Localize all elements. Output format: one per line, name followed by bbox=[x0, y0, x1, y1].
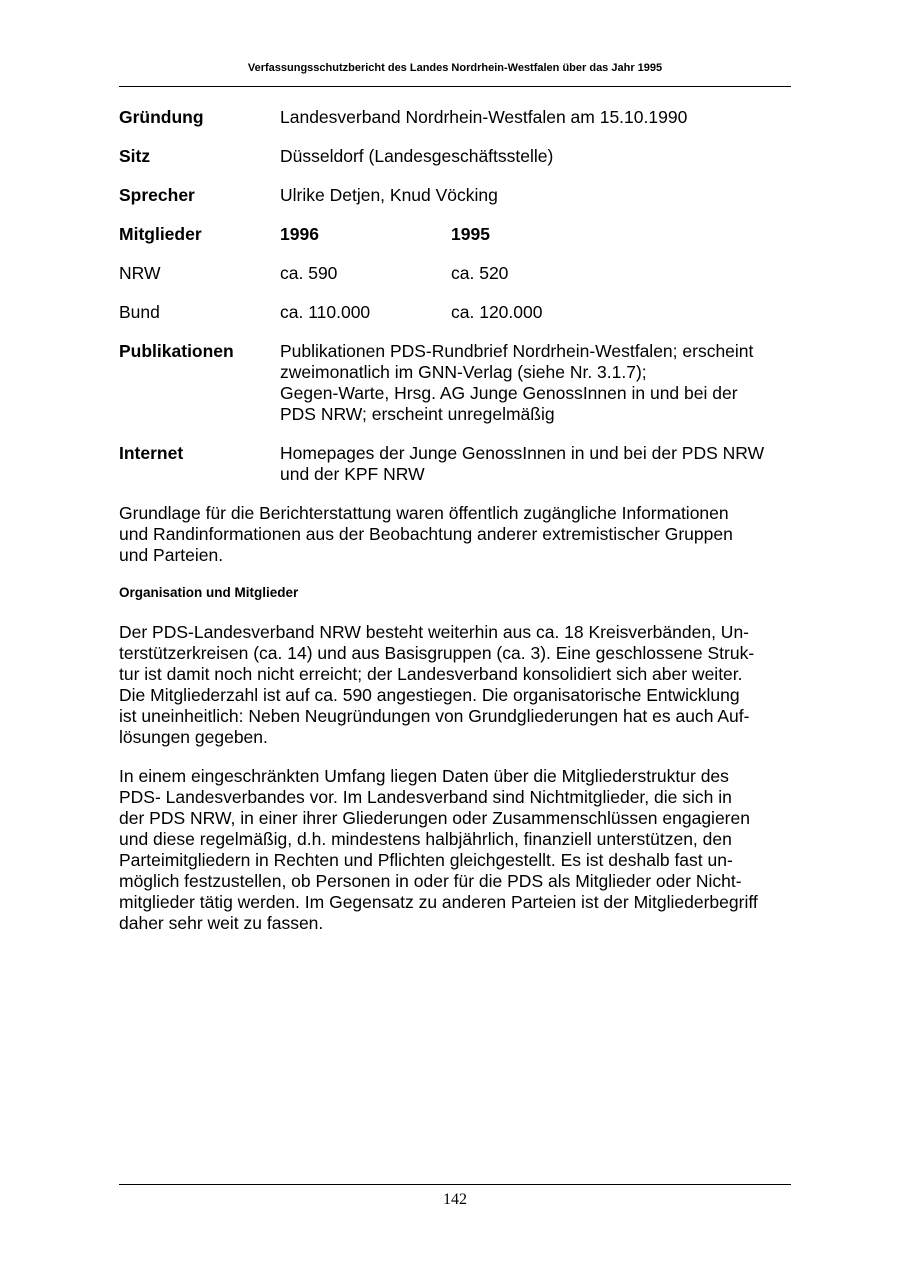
page-number: 142 bbox=[443, 1191, 467, 1208]
fact-row-publikationen bbox=[119, 341, 791, 425]
text-line: Der PDS-Landesverband NRW besteht weiterhin aus ca. 18 Kreisverbänden, Un- bbox=[119, 622, 749, 642]
fact-label: Sitz bbox=[119, 146, 151, 166]
text-line: mitglieder tätig werden. Im Gegensatz zu anderen Parteien ist der Mitgliederbegriff bbox=[119, 892, 758, 912]
text-line: und der KPF NRW bbox=[280, 464, 425, 484]
intro-paragraph bbox=[119, 503, 791, 566]
member-count-1995: ca. 520 bbox=[451, 263, 509, 283]
text-line: PDS- Landesverbandes vor. Im Landesverband sind Nichtmitglieder, die sich in bbox=[119, 787, 732, 807]
fact-row-mitglieder bbox=[119, 224, 791, 245]
footer-rule bbox=[119, 1184, 791, 1185]
text-line: In einem eingeschränkten Umfang liegen Daten über die Mitgliederstruktur des bbox=[119, 766, 729, 786]
text-line: tur ist damit noch nicht erreicht; der Landesverband konsolidiert sich aber weiter. bbox=[119, 664, 743, 684]
fact-label: Internet bbox=[119, 443, 184, 463]
text-line: Publikationen PDS-Rundbrief Nordrhein-Westfalen; erscheint bbox=[280, 341, 754, 361]
text-line: und Randinformationen aus der Beobachtung anderer extremistischer Gruppen bbox=[119, 524, 733, 544]
body-paragraph-1 bbox=[119, 622, 791, 748]
text-line: PDS NRW; erscheint unregelmäßig bbox=[280, 404, 555, 424]
fact-value bbox=[280, 443, 791, 485]
text-line: möglich festzustellen, ob Personen in oder für die PDS als Mitglieder oder Nicht- bbox=[119, 871, 742, 891]
text-line: zweimonatlich im GNN-Verlag (siehe Nr. 3.1.7); bbox=[280, 362, 647, 382]
fact-label: Mitglieder bbox=[119, 224, 202, 244]
text-line: Homepages der Junge GenossInnen in und bei der PDS NRW bbox=[280, 443, 765, 463]
fact-label: Sprecher bbox=[119, 185, 195, 205]
fact-row-sitz bbox=[119, 146, 791, 167]
fact-row-gruendung bbox=[119, 107, 791, 128]
fact-row-sprecher bbox=[119, 185, 791, 206]
running-header: Verfassungsschutzbericht des Landes Nordrhein-Westfalen über das Jahr 1995 bbox=[247, 62, 663, 74]
year-header-1996: 1996 bbox=[280, 224, 319, 244]
fact-row-internet bbox=[119, 443, 791, 485]
section-heading: Organisation und Mitglieder bbox=[119, 585, 299, 600]
member-count-1996: ca. 590 bbox=[280, 263, 338, 283]
fact-value: Ulrike Detjen, Knud Vöcking bbox=[280, 185, 498, 205]
fact-value bbox=[280, 341, 791, 425]
year-header-1995: 1995 bbox=[451, 224, 490, 244]
fact-label: Gründung bbox=[119, 107, 204, 127]
text-line: daher sehr weit zu fassen. bbox=[119, 913, 324, 933]
text-line: und diese regelmäßig, d.h. mindestens halbjährlich, finanziell unterstützen, den bbox=[119, 829, 732, 849]
page-content bbox=[119, 107, 791, 952]
text-line: Gegen-Warte, Hrsg. AG Junge GenossInnen in und bei der bbox=[280, 383, 738, 403]
fact-label: Publikationen bbox=[119, 341, 234, 361]
body-paragraph-2 bbox=[119, 766, 791, 934]
text-line: lösungen gegeben. bbox=[119, 727, 268, 747]
text-line: terstützerkreisen (ca. 14) und aus Basisgruppen (ca. 3). Eine geschlossene Struk- bbox=[119, 643, 755, 663]
fact-row-nrw bbox=[119, 263, 791, 284]
text-line: ist uneinheitlich: Neben Neugründungen von Grundgliederungen hat es auch Auf- bbox=[119, 706, 750, 726]
text-line: Die Mitgliederzahl ist auf ca. 590 angestiegen. Die organisatorische Entwicklung bbox=[119, 685, 740, 705]
fact-value: Landesverband Nordrhein-Westfalen am 15.10.1990 bbox=[280, 107, 688, 127]
header-rule bbox=[119, 86, 791, 87]
text-line: Grundlage für die Berichterstattung waren öffentlich zugängliche Informationen bbox=[119, 503, 729, 523]
fact-label: Bund bbox=[119, 302, 160, 322]
member-count-1995: ca. 120.000 bbox=[451, 302, 543, 322]
fact-value: Düsseldorf (Landesgeschäftsstelle) bbox=[280, 146, 554, 166]
fact-row-bund bbox=[119, 302, 791, 323]
text-line: Parteimitgliedern in Rechten und Pflichten gleichgestellt. Es ist deshalb fast un- bbox=[119, 850, 733, 870]
member-count-1996: ca. 110.000 bbox=[280, 302, 371, 322]
text-line: und Parteien. bbox=[119, 545, 224, 565]
text-line: der PDS NRW, in einer ihrer Gliederungen oder Zusammenschlüssen engagieren bbox=[119, 808, 750, 828]
fact-label: NRW bbox=[119, 263, 161, 283]
